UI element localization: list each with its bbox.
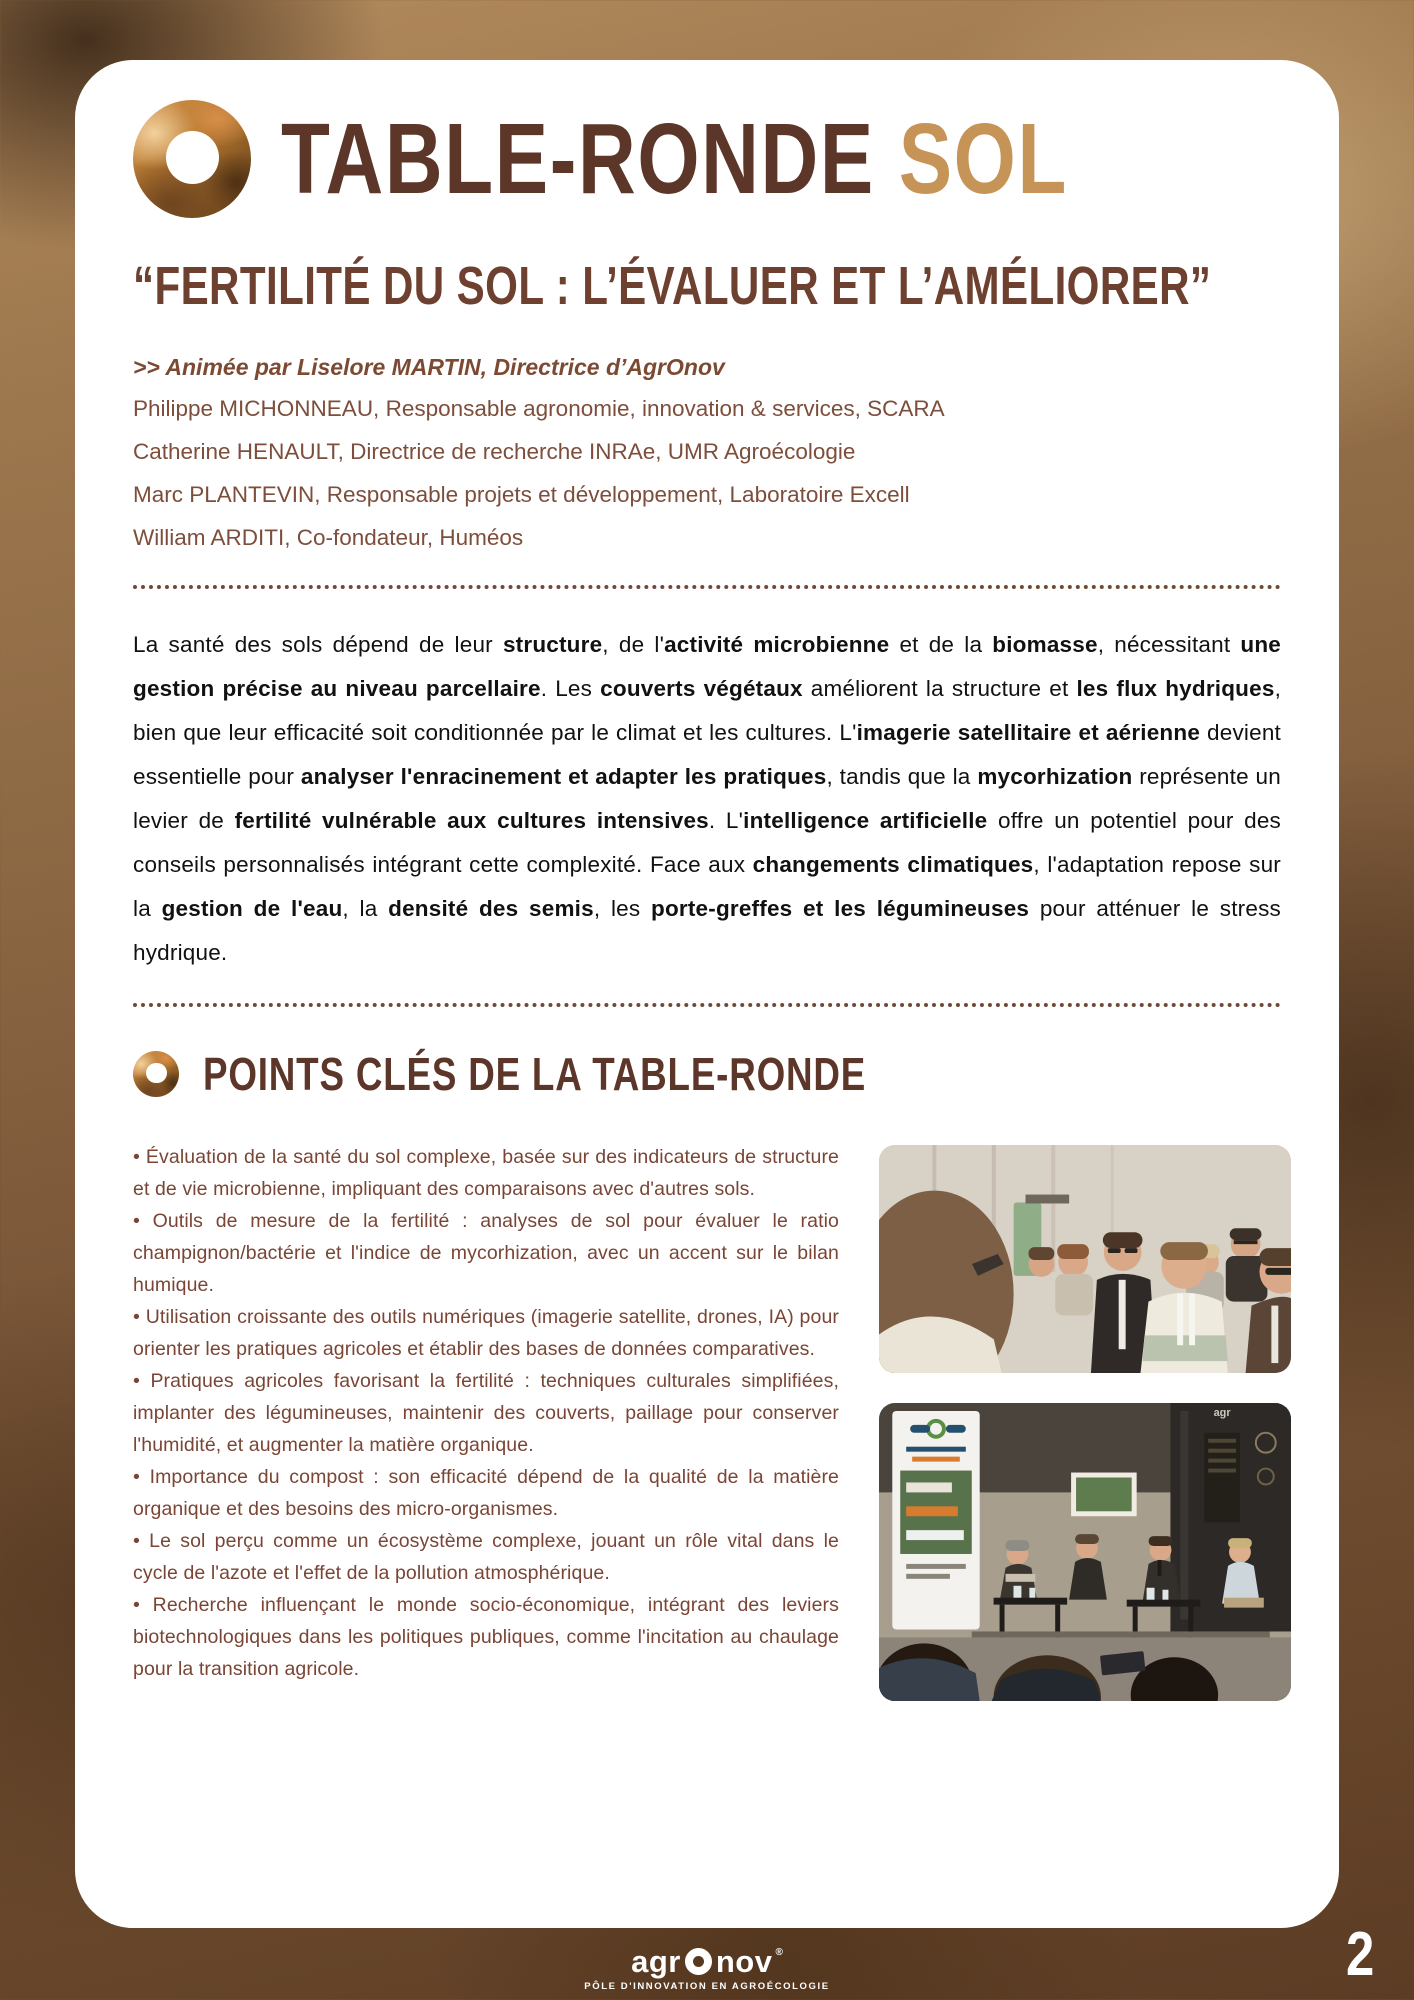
page-title-main: TABLE-RONDE bbox=[281, 103, 875, 215]
summary-segment: porte-greffes et les légumineuses bbox=[651, 895, 1030, 921]
registered-mark: ® bbox=[775, 1947, 783, 1958]
page-title-accent: SOL bbox=[898, 103, 1068, 215]
summary-segment: couverts végétaux bbox=[600, 675, 803, 701]
summary-segment: , nécessitant bbox=[1097, 631, 1241, 657]
summary-segment: imagerie satellitaire et aérienne bbox=[856, 719, 1201, 745]
summary-segment: , bien que leur efficacité soit conditionnée par le climat et les cultures. L' bbox=[133, 675, 1288, 745]
key-point-item: • Pratiques agricoles favorisant la fertilité : techniques culturales simplifiées, implanter des légumineuses, maintenir des couverts, paillage pour conserver l'humidité, et augmenter la matière organique. bbox=[133, 1369, 839, 1456]
summary-segment: fertilité vulnérable aux cultures intensives bbox=[234, 807, 709, 833]
summary-segment: biomasse bbox=[992, 631, 1098, 657]
page-number: 2 bbox=[1345, 1920, 1374, 1989]
key-points-heading: POINTS CLÉS DE LA TABLE-RONDE bbox=[203, 1047, 867, 1100]
summary-segment: , tandis que la bbox=[826, 763, 978, 789]
summary-segment: représente un levier de bbox=[133, 763, 1288, 833]
key-points-list bbox=[133, 1141, 839, 1685]
summary-segment: , de l' bbox=[602, 631, 665, 657]
key-points-header bbox=[133, 1047, 1281, 1100]
dotted-divider-bottom bbox=[133, 1003, 1281, 1007]
summary-segment: pour atténuer le stress hydrique. bbox=[133, 895, 1288, 965]
agronov-logo bbox=[631, 1946, 783, 1977]
key-point-item: • Le sol perçu comme un écosystème complexe, jouant un rôle vital dans le cycle de l'azote et l'effet de la pollution atmosphérique. bbox=[133, 1529, 839, 1584]
summary-segment: offre un potentiel pour des conseils personnalisés intégrant cette complexité. Face aux bbox=[133, 807, 1288, 877]
agronov-tagline: PÔLE D'INNOVATION EN AGROÉCOLOGIE bbox=[584, 1981, 830, 1992]
summary-segment: structure bbox=[502, 631, 603, 657]
moderator-line: >> Animée par Liselore MARTIN, Directrice d’AgrOnov bbox=[133, 353, 725, 380]
speakers-list bbox=[133, 387, 1281, 559]
summary-segment: activité microbienne bbox=[664, 631, 890, 657]
agronov-logo-right: nov bbox=[715, 1944, 773, 1979]
dotted-divider-top bbox=[133, 585, 1281, 589]
summary-segment: , les bbox=[593, 895, 651, 921]
summary-segment: , la bbox=[342, 895, 389, 921]
soil-donut-icon bbox=[133, 1051, 179, 1097]
panel-photo bbox=[879, 1403, 1291, 1701]
summary-segment: intelligence artificielle bbox=[743, 807, 988, 833]
summary-segment: . L' bbox=[708, 807, 744, 833]
summary-paragraph bbox=[133, 623, 1288, 975]
summary-segment: analyser l'enracinement et adapter les pratiques bbox=[300, 763, 827, 789]
key-point-item: • Outils de mesure de la fertilité : analyses de sol pour évaluer le ratio champignon/bactérie et l'indice de mycorhization, avec un accent sur le bilan humique. bbox=[133, 1209, 839, 1296]
summary-segment: , l'adaptation repose sur la bbox=[133, 851, 1288, 921]
summary-segment: devient essentielle pour bbox=[133, 719, 1288, 789]
roundtable-subtitle: “FERTILITÉ DU SOL : L’ÉVALUER ET L’AMÉLIORER” bbox=[133, 256, 1212, 316]
summary-segment: gestion de l'eau bbox=[161, 895, 343, 921]
page-title bbox=[281, 103, 1265, 215]
speaker-line: Philippe MICHONNEAU, Responsable agronomie, innovation & services, SCARA bbox=[133, 395, 945, 421]
key-points-section bbox=[133, 1141, 1281, 1701]
audience-photo bbox=[879, 1145, 1291, 1373]
summary-segment: et de la bbox=[889, 631, 993, 657]
speaker-line: William ARDITI, Co-fondateur, Huméos bbox=[133, 524, 524, 550]
content-card bbox=[75, 60, 1339, 1928]
summary-segment: les flux hydriques bbox=[1076, 675, 1275, 701]
agronov-logo-left: agr bbox=[631, 1944, 681, 1979]
key-point-item: • Recherche influençant le monde socio-économique, intégrant des leviers biotechnologiques dans les politiques publiques, comme l'incitation au chaulage pour la transition agricole. bbox=[133, 1593, 839, 1680]
speaker-line: Marc PLANTEVIN, Responsable projets et développement, Laboratoire Excell bbox=[133, 481, 910, 507]
speaker-line: Catherine HENAULT, Directrice de recherche INRAe, UMR Agroécologie bbox=[133, 438, 856, 464]
key-point-item: • Importance du compost : son efficacité dépend de la qualité de la matière organique et des besoins des micro-organismes. bbox=[133, 1465, 839, 1520]
footer bbox=[0, 1946, 1414, 1992]
summary-segment: densité des semis bbox=[388, 895, 594, 921]
key-point-item: • Utilisation croissante des outils numériques (imagerie satellite, drones, IA) pour orienter les pratiques agricoles et établir des bases de données comparatives. bbox=[133, 1305, 839, 1360]
photo-column bbox=[879, 1141, 1291, 1701]
summary-segment: changements climatiques bbox=[752, 851, 1034, 877]
summary-segment: La santé des sols dépend de leur bbox=[133, 631, 503, 657]
page-header bbox=[133, 100, 1281, 218]
summary-segment: améliorent la structure et bbox=[802, 675, 1077, 701]
key-point-item: • Évaluation de la santé du sol complexe, basée sur des indicateurs de structure et de vie microbienne, impliquant des comparaisons avec d'autres sols. bbox=[133, 1145, 839, 1200]
svg-text:agr: agr bbox=[1213, 1406, 1231, 1419]
soil-donut-logo bbox=[133, 100, 251, 218]
summary-segment: mycorhization bbox=[977, 763, 1133, 789]
agronov-o-ring-icon bbox=[685, 1948, 712, 1975]
summary-segment: . Les bbox=[540, 675, 601, 701]
summary-segment: une gestion précise au niveau parcellaire bbox=[133, 631, 1288, 701]
